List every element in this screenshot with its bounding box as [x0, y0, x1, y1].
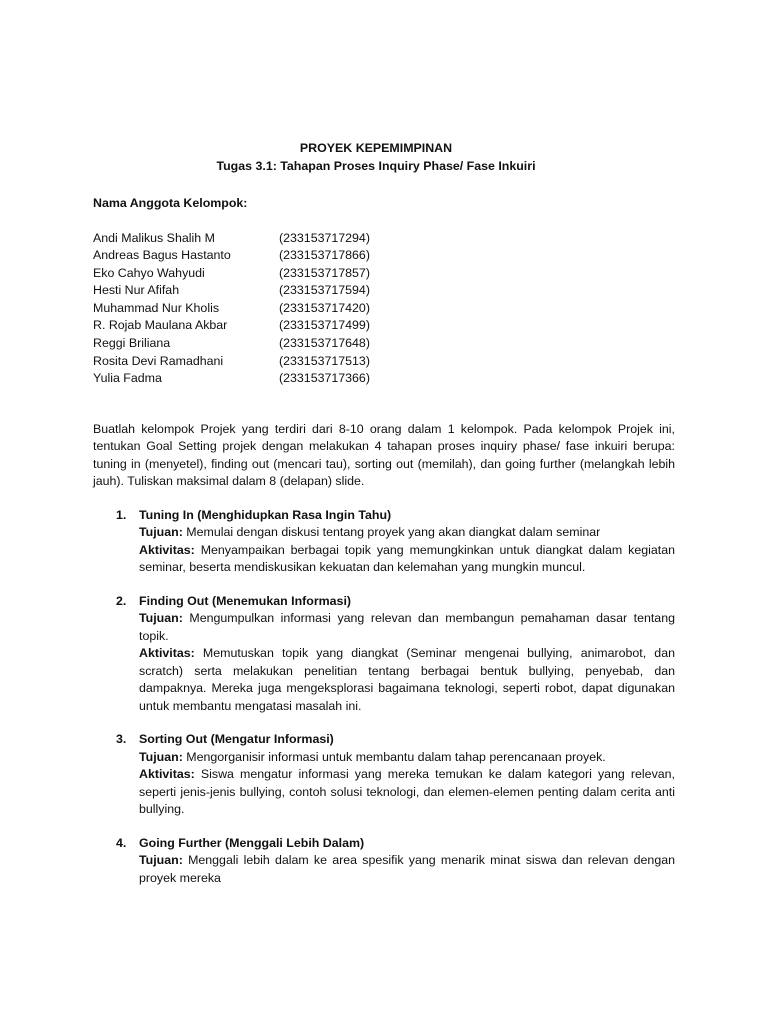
aktivitas-text: Memutuskan topik yang diangkat (Seminar mengenai bullying, animarobot, dan scratch) serta melakukan penelitian tentang berbagai bentuk bullying, penyebab, dan dampaknya. Mereka juga mengeksplorasi bagaimana teknologi, seperti robot, dapat digunakan untuk membantu mengatasi masalah ini.: [139, 646, 675, 713]
member-name: Eko Cahyo Wahyudi: [93, 265, 205, 280]
document-page: [93, 140, 675, 903]
member-id: (233153717648): [279, 336, 370, 351]
step-item: [93, 731, 675, 819]
tujuan-label: Tujuan:: [139, 853, 183, 868]
member-row: [93, 300, 675, 318]
step-tujuan: [139, 749, 675, 767]
member-row: [93, 282, 675, 300]
member-name: Andreas Bagus Hastanto: [93, 248, 231, 263]
tujuan-text: Mengumpulkan informasi yang relevan dan membangun pemahaman dasar tentang topik.: [139, 611, 675, 643]
step-number: 3.: [116, 732, 127, 747]
aktivitas-label: Aktivitas:: [139, 542, 195, 557]
member-name: Rosita Devi Ramadhani: [93, 353, 224, 368]
member-row: [93, 335, 675, 353]
tujuan-text: Mengorganisir informasi untuk membantu dalam tahap perencanaan proyek.: [186, 749, 606, 764]
members-heading: Nama Anggota Kelompok:: [93, 196, 248, 210]
aktivitas-text: Menyampaikan berbagai topik yang memungkinkan untuk diangkat dalam kegiatan seminar, beserta mendiskusikan kekuatan dan kelemahan yang mungkin muncul.: [139, 542, 675, 575]
aktivitas-label: Aktivitas:: [139, 767, 195, 782]
tujuan-text: Menggali lebih dalam ke area spesifik yang menarik minat siswa dan relevan dengan proyek mereka: [139, 853, 675, 885]
step-title: Sorting Out (Mengatur Informasi): [139, 732, 334, 747]
member-id: (233153717857): [279, 265, 370, 280]
member-id: (233153717594): [279, 283, 370, 298]
member-id: (233153717499): [279, 318, 370, 333]
member-name: Muhammad Nur Kholis: [93, 300, 220, 315]
step-title: Going Further (Menggali Lebih Dalam): [139, 835, 365, 850]
step-number: 4.: [116, 835, 127, 850]
step-item: [93, 507, 675, 577]
step-title: Finding Out (Menemukan Informasi): [139, 593, 352, 608]
step-item: [93, 835, 675, 888]
step-tujuan: [139, 852, 675, 887]
step-tujuan: [139, 610, 675, 645]
document-header: [77, 140, 675, 176]
member-name: Reggi Briliana: [93, 336, 171, 351]
tujuan-text: Memulai dengan diskusi tentang proyek yang akan diangkat dalam seminar: [186, 525, 601, 540]
aktivitas-label: Aktivitas:: [139, 646, 195, 661]
step-number: 1.: [116, 507, 127, 522]
member-row: [93, 353, 675, 371]
member-name: R. Rojab Maulana Akbar: [93, 318, 228, 333]
member-row: [93, 317, 675, 335]
member-name: Andi Malikus Shalih M: [93, 230, 215, 245]
member-row: [93, 247, 675, 265]
step-aktivitas: [139, 766, 675, 819]
step-aktivitas: [139, 542, 675, 577]
member-id: (233153717513): [279, 353, 370, 368]
step-aktivitas: [139, 645, 675, 715]
member-row: [93, 265, 675, 283]
member-row: [93, 370, 675, 388]
steps-list: [93, 507, 675, 888]
member-row: [93, 230, 675, 248]
member-name: Hesti Nur Afifah: [93, 283, 180, 298]
member-id: (233153717420): [279, 300, 370, 315]
step-title: Tuning In (Menghidupkan Rasa Ingin Tahu): [139, 507, 392, 522]
member-id: (233153717866): [279, 248, 370, 263]
tujuan-label: Tujuan:: [139, 749, 183, 764]
members-list: [93, 230, 675, 388]
member-name: Yulia Fadma: [93, 371, 162, 386]
step-tujuan: [139, 524, 675, 542]
tujuan-label: Tujuan:: [139, 525, 183, 540]
step-number: 2.: [116, 593, 127, 608]
member-id: (233153717294): [279, 230, 370, 245]
document-subtitle: Tugas 3.1: Tahapan Proses Inquiry Phase/ Fase Inkuiri: [216, 159, 536, 173]
intro-paragraph: Buatlah kelompok Projek yang terdiri dari 8-10 orang dalam 1 kelompok. Pada kelompok Projek ini, tentukan Goal Setting projek dengan melakukan 4 tahapan proses inquiry phase/ fase inkuiri berupa: tuning in (menyetel), finding out (mencari tau), sorting out (memilah), dan going further (melangkah lebih jauh). Tuliskan maksimal dalam 8 (delapan) slide.: [93, 421, 675, 489]
document-title: PROYEK KEPEMIMPINAN: [299, 141, 453, 155]
member-id: (233153717366): [279, 371, 370, 386]
step-item: [93, 593, 675, 716]
aktivitas-text: Siswa mengatur informasi yang mereka temukan ke dalam kategori yang relevan, seperti jenis-jenis bullying, contoh solusi teknologi, dan elemen-elemen penting dalam cerita anti bullying.: [139, 767, 675, 817]
tujuan-label: Tujuan:: [139, 611, 183, 626]
